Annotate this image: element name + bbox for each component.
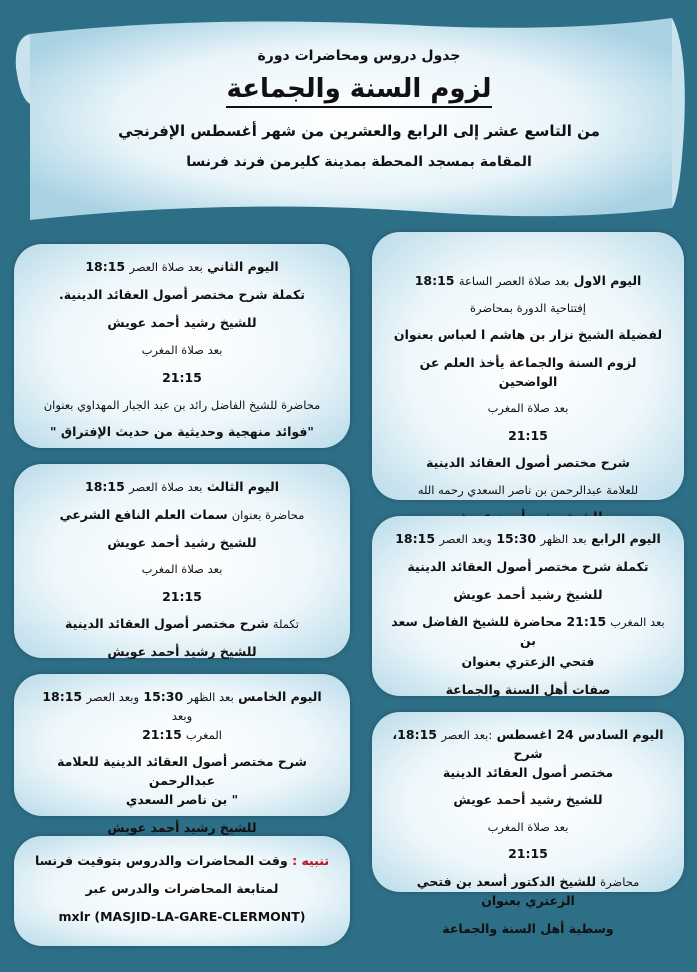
- notice-line: لمتابعة المحاضرات والدرس عبر: [85, 880, 279, 896]
- notice-text: وقت المحاضرات والدروس بتوقيت فرنسا: [34, 853, 288, 868]
- prayer-label: بعد صلاة العصر الساعة: [458, 274, 570, 288]
- day-6-card: [372, 712, 684, 936]
- day-1-line: للعلامة عبدالرحمن بن ناصر السعدي رحمه الله: [417, 483, 639, 497]
- lecture-line: للشيخ الدكتور أسعد بن فتحي الزعتري بعنوان: [416, 874, 597, 908]
- lecture-line: 21:15 محاضرة للشيخ الفاضل سعد بن: [391, 614, 607, 648]
- day-label: اليوم الثالث: [206, 479, 279, 494]
- day-4-card: [372, 516, 684, 696]
- header-subtitle: جدول دروس ومحاضرات دورة: [257, 48, 461, 64]
- day-5-line: [32, 726, 332, 745]
- label: محاضرة: [600, 875, 640, 889]
- prayer-label: بعد صلاة المغرب: [141, 343, 223, 358]
- notice-card: [14, 836, 350, 946]
- time-label: 21:15: [508, 427, 548, 443]
- page-title: لزوم السنة والجماعة: [226, 74, 491, 108]
- day-label: اليوم الرابع: [591, 531, 661, 546]
- time-label: 18:15: [85, 259, 126, 274]
- prayer-label: بعد صلاة العصر: [129, 260, 203, 274]
- prayer-label: بعد صلاة المغرب: [141, 562, 223, 577]
- day-6-heading: [390, 726, 666, 764]
- day-5-heading: [32, 688, 332, 726]
- prayer-label: وبعد العصر: [86, 690, 140, 704]
- day-4-line: فتحي الزعتري بعنوان: [461, 653, 595, 669]
- day-label: اليوم الخامس: [238, 689, 322, 704]
- day-2-line: تكملة شرح مختصر أصول العقائد الدينية.: [59, 286, 305, 302]
- day-1-heading: [390, 272, 666, 291]
- time-label: 21:15: [162, 588, 202, 604]
- prayer-label: بعد المغرب: [610, 615, 665, 630]
- time-label: 18:15: [414, 273, 455, 288]
- prayer-label: وبعد: [171, 708, 193, 723]
- prayer-label: بعد صلاة العصر: [129, 480, 203, 494]
- day-6-line: [390, 873, 666, 911]
- day-label: اليوم الاول: [573, 273, 642, 288]
- prayer-label: وبعد العصر: [439, 532, 492, 546]
- prayer-label: بعد صلاة المغرب: [487, 401, 569, 416]
- header-date-range: من التاسع عشر إلى الرابع والعشرين من شهر أغسطس الإفرنجي: [118, 122, 600, 140]
- day-3-heading: [32, 478, 332, 497]
- day-6-speaker: للشيخ رشيد أحمد عويش: [453, 792, 603, 808]
- day-4-line: تكملة شرح مختصر أصول العقائد الدينية: [407, 558, 649, 574]
- time-label: 15:30: [143, 689, 184, 704]
- day-1-line: شرح مختصر أصول العقائد الدينية: [426, 455, 630, 471]
- label: تكملة: [272, 617, 299, 632]
- day-5-speaker: للشيخ رشيد أحمد عويش: [107, 819, 257, 835]
- day-3-speaker: للشيخ رشيد أحمد عويش: [107, 534, 257, 550]
- day-6-lecture-title: وسطية أهل السنة والجماعة: [442, 920, 614, 936]
- prayer-label: :بعد العصر: [441, 728, 493, 742]
- day-6-line: مختصر أصول العقائد الدينية: [442, 764, 614, 780]
- prayer-label: المغرب: [185, 727, 222, 742]
- prayer-label: بعد الظهر: [540, 532, 587, 546]
- time-label: 18:15: [85, 479, 125, 494]
- day-2-card: [14, 244, 350, 448]
- day-5-card: [14, 674, 350, 835]
- day-4-line: [390, 613, 666, 651]
- day-4-speaker: للشيخ رشيد أحمد عويش: [453, 586, 603, 602]
- day-label: اليوم السادس 24 اغسطس: [496, 727, 664, 742]
- time-label: 21:15: [508, 846, 548, 862]
- header-location: المقامة بمسجد المحطة بمدينة كليرمن فرند فرنسا: [186, 154, 532, 170]
- time-label: 21:15: [142, 726, 182, 742]
- day-2-line: محاضرة للشيخ الفاضل رائد بن عبد الجبار المهداوي بعنوان: [43, 397, 321, 412]
- time-label: 18:15، شرح: [392, 727, 543, 761]
- day-3-line: [32, 615, 332, 634]
- day-2-lecture-title: "فوائد منهجية وحديثية من حديث الإفتراق ": [50, 424, 314, 439]
- notice-channel: mxlr (MASJID-LA-GARE-CLERMONT): [58, 908, 306, 924]
- notice-label: تنبيه :: [292, 853, 330, 868]
- day-2-heading: [32, 258, 332, 277]
- prayer-label: بعد الظهر: [187, 690, 234, 704]
- notice-line: [32, 852, 332, 871]
- time-label: 18:15: [395, 531, 436, 546]
- day-4-lecture-title: صفات أهل السنة والجماعة: [445, 681, 611, 697]
- time-label: 15:30: [496, 531, 537, 546]
- day-3-speaker: للشيخ رشيد أحمد عويش: [107, 644, 257, 659]
- day-2-speaker: للشيخ رشيد أحمد عويش: [107, 314, 257, 330]
- header-banner: [8, 8, 690, 230]
- day-3-line: [32, 506, 332, 525]
- prayer-label: بعد صلاة المغرب: [487, 820, 569, 834]
- day-label: اليوم الثاني: [207, 259, 279, 274]
- label: محاضرة بعنوان: [231, 507, 305, 522]
- time-label: 21:15: [162, 370, 202, 385]
- lecture-title: شرح مختصر أصول العقائد الدينية: [65, 616, 269, 632]
- day-1-card: [372, 232, 684, 500]
- time-label: 18:15: [42, 689, 83, 704]
- day-1-line: إفتتاحية الدورة بمحاضرة: [470, 300, 586, 315]
- day-1-lecture-title: لزوم السنة والجماعة يأخذ العلم عن الواضحين: [419, 354, 637, 389]
- lecture-title: سمات العلم النافع الشرعي: [59, 506, 228, 522]
- day-5-line: شرح مختصر أصول العقائد الدينية للعلامة عبدالرحمن: [57, 754, 307, 788]
- day-4-heading: [390, 530, 666, 549]
- day-5-line: " بن ناصر السعدي: [125, 791, 239, 807]
- day-1-line: لفضيلة الشيخ نزار بن هاشم ا لعباس بعنوان: [393, 327, 663, 342]
- day-3-card: [14, 464, 350, 658]
